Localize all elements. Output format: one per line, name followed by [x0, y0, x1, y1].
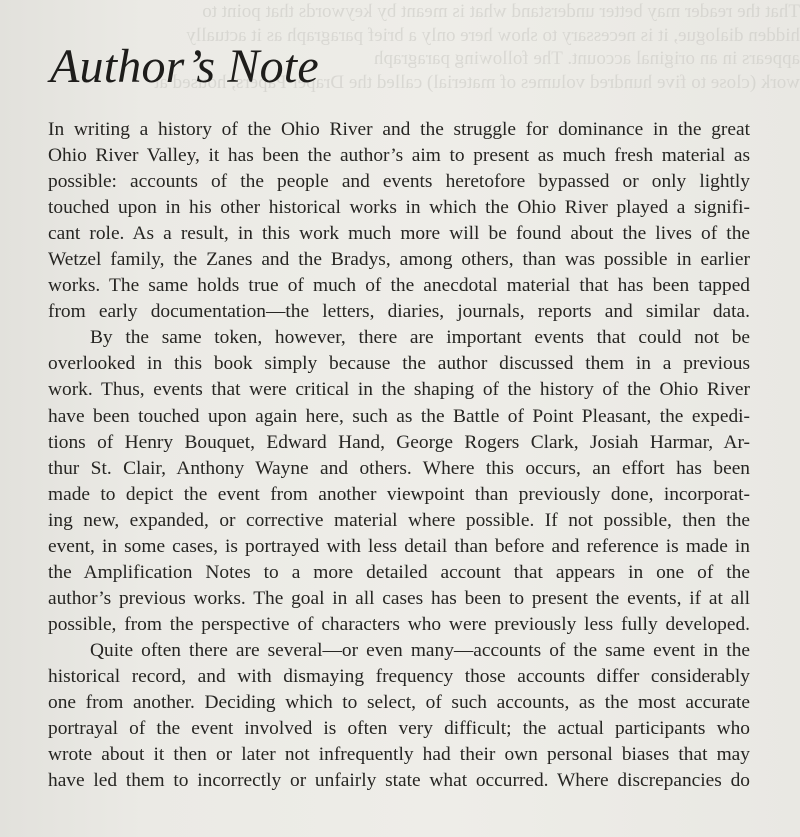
- text-line: Wetzel family, the Zanes and the Bradys, among others, than was possible in earlier: [48, 249, 750, 271]
- text-line: possible: accounts of the people and events heretofore bypassed or only lightly: [48, 171, 750, 193]
- text-line: have been touched upon again here, such as the Battle of Point Pleasant, the expedi-: [48, 405, 750, 427]
- bleed-line: hidden dialogue, it is necessary to show here only a brief paragraph as it actually: [186, 24, 800, 46]
- text-line: have led them to incorrectly or unfairly state what occurred. Where discrepancies do: [48, 770, 750, 792]
- text-line: wrote about it then or later not infrequently had their own personal biases that may: [48, 744, 750, 766]
- text-line: one from another. Deciding which to select, of such accounts, as the most accurate: [48, 692, 750, 714]
- text-line: thur St. Clair, Anthony Wayne and others. Where this occurs, an effort has been: [48, 457, 750, 479]
- bleed-line: appears in an original account. The following paragraph: [374, 48, 800, 69]
- bleed-line: work (close to five hundred volumes of material) called the Draper Papers, housed at: [154, 71, 800, 93]
- text-line: In writing a history of the Ohio River and the struggle for dominance in the great: [48, 119, 750, 140]
- text-line: cant role. As a result, in this work much more will be found about the lives of the: [48, 223, 750, 245]
- text-line: By the same token, however, there are important events that could not be: [90, 327, 750, 349]
- text-line: portrayal of the event involved is often very difficult; the actual participants who: [48, 718, 750, 740]
- text-line: tions of Henry Bouquet, Edward Hand, George Rogers Clark, Josiah Harmar, Ar-: [48, 431, 750, 453]
- text-line: event, in some cases, is portrayed with less detail than before and reference is made in: [48, 535, 750, 557]
- text-line: the Amplification Notes to a more detailed account that appears in one of the: [48, 561, 750, 583]
- text-line: works. The same holds true of much of the anecdotal material that has been tapped: [48, 275, 750, 297]
- page-title: Author’s Note: [50, 40, 319, 93]
- text-line: touched upon in his other historical works in which the Ohio River played a signifi-: [48, 197, 750, 219]
- text-line: possible, from the perspective of characters who were previously less fully developed.: [48, 613, 750, 635]
- text-line: author’s previous works. The goal in all cases has been to present the events, if at all: [48, 587, 750, 609]
- text-line: Quite often there are several—or even many—accounts of the same event in the: [90, 639, 750, 661]
- bleed-line: That the reader may better understand what is meant by keywords that point to: [202, 1, 800, 22]
- text-line: historical record, and with dismaying frequency those accounts differ considerably: [48, 665, 750, 687]
- body-text: [48, 117, 750, 794]
- text-line: Ohio River Valley, it has been the author’s aim to present as much fresh material as: [48, 145, 750, 167]
- text-line: overlooked in this book simply because the author discussed them in a previous: [48, 353, 750, 375]
- text-line: ing new, expanded, or corrective material where possible. If not possible, then the: [48, 509, 750, 531]
- text-line: made to depict the event from another viewpoint than previously done, incorporat-: [48, 483, 750, 505]
- text-line: from early documentation—the letters, diaries, journals, reports and similar data.: [48, 301, 750, 323]
- text-line: work. Thus, events that were critical in the shaping of the history of the Ohio River: [48, 379, 750, 401]
